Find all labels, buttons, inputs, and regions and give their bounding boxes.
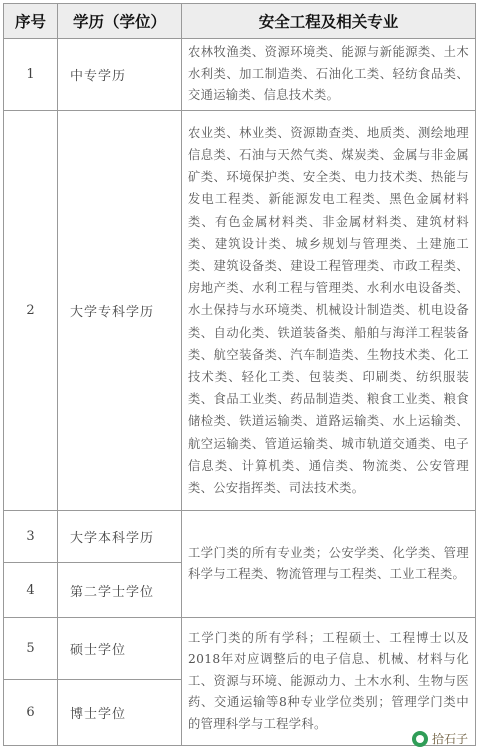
- education-level: 博士学位: [58, 680, 182, 746]
- education-level: 硕士学位: [58, 618, 182, 680]
- row-number: 6: [4, 680, 58, 746]
- watermark: [412, 730, 468, 747]
- row-number: 4: [4, 563, 58, 618]
- table-row: [4, 39, 476, 111]
- watermark-text: 拾石子: [431, 732, 468, 746]
- safety-engineering-majors-table: [3, 3, 476, 746]
- row-number: 2: [4, 111, 58, 511]
- wechat-account-icon: [412, 731, 428, 747]
- row-number: 1: [4, 39, 58, 111]
- table-row: [4, 111, 476, 511]
- table-row: [4, 511, 476, 563]
- education-level: 大学本科学历: [58, 511, 182, 563]
- majors-cell: 农业类、林业类、资源勘查类、地质类、测绘地理信息类、石油与天然气类、煤炭类、金属与非金属矿类、环境保护类、安全类、电力技术类、热能与发电工程类、新能源发电工程类、黑色金属材料类、有色金属材料类、非金属材料类、建筑材料类、建筑设计类、城乡规划与管理类、土建施工类、建筑设备类、建设工程管理类、市政工程类、房地产类、水利工程与管理类、水利水电设备类、水土保持与水环境类、机械设计制造类、机电设备类、自动化类、铁道装备类、船舶与海洋工程装备类、航空装备类、汽车制造类、生物技术类、化工技术类、轻化工类、包装类、印刷类、纺织服装类、食品工业类、药品制造类、粮食工业类、粮食储检类、铁道运输类、道路运输类、水上运输类、航空运输类、管道运输类、城市轨道交通类、电子信息类、计算机类、通信类、物流类、公安管理类、公安指挥类、司法技术类。: [182, 111, 476, 511]
- education-level: 大学专科学历: [58, 111, 182, 511]
- row-number: 5: [4, 618, 58, 680]
- header-no: 序号: [4, 4, 58, 39]
- row-number: 3: [4, 511, 58, 563]
- education-level: 中专学历: [58, 39, 182, 111]
- table-row: [4, 618, 476, 680]
- education-level: 第二学士学位: [58, 563, 182, 618]
- header-education: 学历（学位）: [58, 4, 182, 39]
- majors-cell: 工学门类的所有专业类；公安学类、化学类、管理科学与工程类、物流管理与工程类、工业工程类。: [182, 511, 476, 618]
- table-header-row: [4, 4, 476, 39]
- header-majors: 安全工程及相关专业: [182, 4, 476, 39]
- majors-cell: 工学门类的所有学科；工程硕士、工程博士以及2018年对应调整后的电子信息、机械、材料与化工、资源与环境、能源动力、土木水利、生物与医药、交通运输等8种专业学位类别；管理学门类中的管理科学与工程学科。: [182, 618, 476, 746]
- majors-cell: 农林牧渔类、资源环境类、能源与新能源类、土木水利类、加工制造类、石油化工类、轻纺食品类、交通运输类、信息技术类。: [182, 39, 476, 111]
